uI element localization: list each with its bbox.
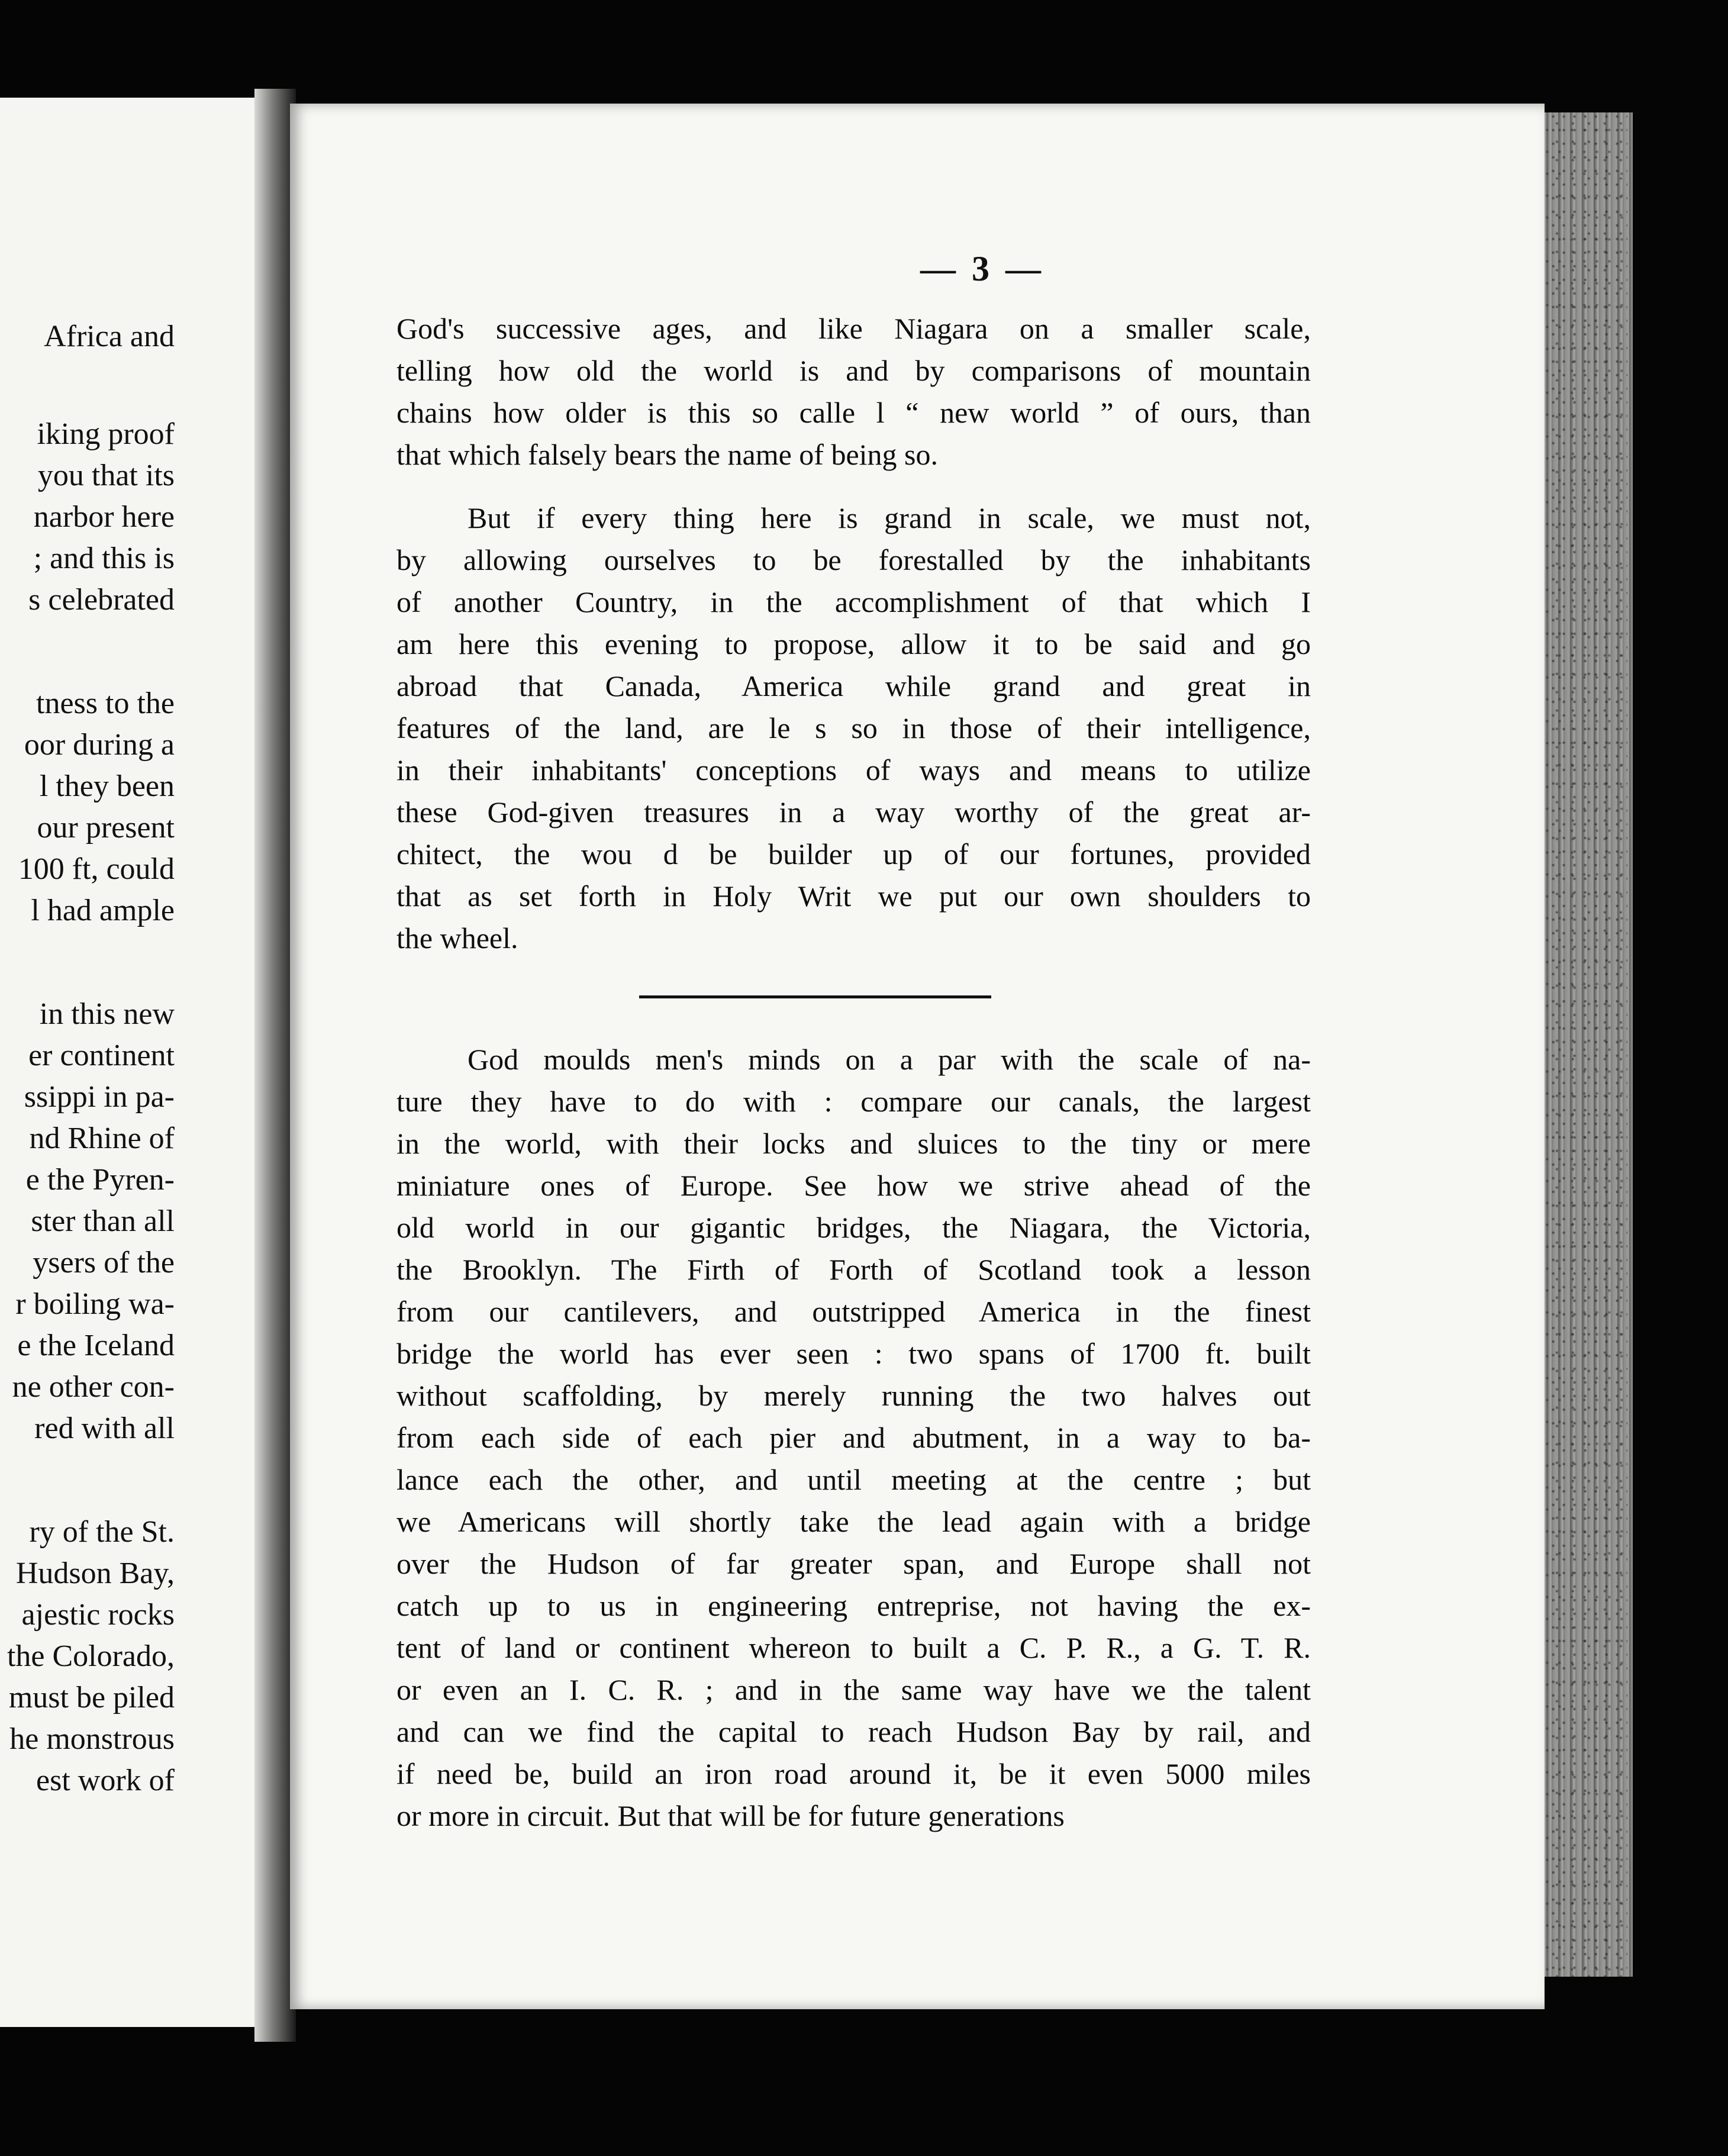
page-number: — 3 — [920, 249, 1044, 288]
text-line: these God-given treasures in a way worthy of the great ar- [396, 795, 1311, 829]
text-line: or more in circuit. But that will be for future generations [396, 1799, 1065, 1832]
text-line: or even an I. C. R. ; and in the same way have we the talent [396, 1673, 1311, 1706]
left-page-line: narbor here [33, 500, 175, 534]
left-page-line: oor during a [24, 728, 175, 762]
text-line: chains how older is this so calle l “ new world ” of ours, than [396, 396, 1311, 429]
left-page-line: red with all [34, 1411, 175, 1445]
left-page-line: nd Rhine of [29, 1121, 175, 1155]
left-page-line: e the Pyren- [25, 1163, 175, 1197]
left-page-line: iking proof [37, 417, 175, 451]
text-line: bridge the world has ever seen : two spans of 1700 ft. built [396, 1337, 1311, 1370]
text-line: am here this evening to propose, allow it to be said and go [396, 627, 1311, 660]
text-line: telling how old the world is and by comparisons of mountain [396, 354, 1311, 387]
left-page-line: l they been [39, 769, 175, 803]
left-page-line: er continent [28, 1039, 175, 1072]
paragraph-2 [396, 497, 1311, 959]
paragraph-1 [396, 308, 1311, 476]
text-line: in their inhabitants' conceptions of ways and means to utilize [396, 753, 1311, 787]
left-page-line: must be piled [8, 1681, 175, 1715]
text-line: God moulds men's minds on a par with the scale of na- [468, 1043, 1311, 1076]
text-line: in the world, with their locks and sluices to the tiny or mere [396, 1127, 1311, 1160]
left-page-line: 100 ft, could [18, 852, 175, 886]
text-line: from each side of each pier and abutment, in a way to ba- [396, 1421, 1311, 1454]
left-page-line: he monstrous [9, 1722, 175, 1756]
text-line: abroad that Canada, America while grand and great in [396, 669, 1311, 702]
text-line: of another Country, in the accomplishment of that which I [396, 585, 1311, 618]
text-line: old world in our gigantic bridges, the Niagara, the Victoria, [396, 1211, 1311, 1244]
text-line: the Brooklyn. The Firth of Forth of Scotland took a lesson [396, 1253, 1311, 1286]
section-divider-rule [639, 995, 991, 998]
left-page-line: our present [37, 811, 175, 845]
left-page-line: ssippi in pa- [24, 1080, 175, 1114]
left-page-line: ry of the St. [29, 1515, 175, 1549]
text-line: that which falsely bears the name of being so. [396, 438, 938, 471]
text-line: without scaffolding, by merely running the two halves out [396, 1379, 1311, 1412]
text-line: the wheel. [396, 921, 518, 955]
left-page-line: in this new [39, 997, 175, 1031]
left-page-line: s celebrated [28, 583, 175, 617]
text-line: ture they have to do with : compare our canals, the largest [396, 1085, 1311, 1118]
left-page-line: ; and this is [33, 542, 175, 575]
right-main-page [290, 104, 1545, 2009]
left-page-line: est work of [36, 1764, 175, 1797]
left-page-line: tness to the [36, 687, 175, 720]
left-page-line: l had ample [31, 894, 175, 927]
left-page-line: Hudson Bay, [15, 1556, 175, 1590]
left-page-line: ne other con- [12, 1370, 175, 1404]
text-line: lance each the other, and until meeting at the centre ; but [396, 1463, 1311, 1496]
text-line: tent of land or continent whereon to built a C. P. R., a G. T. R. [396, 1631, 1311, 1664]
left-page-line: ster than all [31, 1204, 175, 1238]
paragraph-3 [396, 1039, 1311, 1837]
text-line: catch up to us in engineering entreprise, not having the ex- [396, 1589, 1311, 1622]
text-line: we Americans will shortly take the lead again with a bridge [396, 1505, 1311, 1538]
left-page-line: ajestic rocks [21, 1598, 175, 1632]
left-page-line: e the Iceland [17, 1329, 175, 1362]
text-line: if need be, build an iron road around it, be it even 5000 miles [396, 1757, 1311, 1790]
text-line: by allowing ourselves to be forestalled by the inhabitants [396, 543, 1311, 576]
text-line: But if every thing here is grand in scale, we must not, [468, 501, 1311, 534]
left-page-line: r boiling wa- [15, 1287, 175, 1321]
left-page-line: Africa and [44, 320, 175, 353]
left-page-line: you that its [37, 459, 175, 492]
text-line: from our cantilevers, and outstripped America in the finest [396, 1295, 1311, 1328]
left-page-line: the Colorado, [7, 1639, 175, 1673]
text-line: features of the land, are le s so in those of their intelligence, [396, 711, 1311, 745]
text-line: chitect, the wou d be builder up of our fortunes, provided [396, 837, 1311, 871]
text-line: that as set forth in Holy Writ we put our own shoulders to [396, 879, 1311, 913]
text-line: miniature ones of Europe. See how we strive ahead of the [396, 1169, 1311, 1202]
text-line: God's successive ages, and like Niagara on a smaller scale, [396, 312, 1311, 345]
text-line: and can we find the capital to reach Hudson Bay by rail, and [396, 1715, 1311, 1748]
text-line: over the Hudson of far greater span, and Europe shall not [396, 1547, 1311, 1580]
left-page-line: ysers of the [33, 1246, 175, 1280]
